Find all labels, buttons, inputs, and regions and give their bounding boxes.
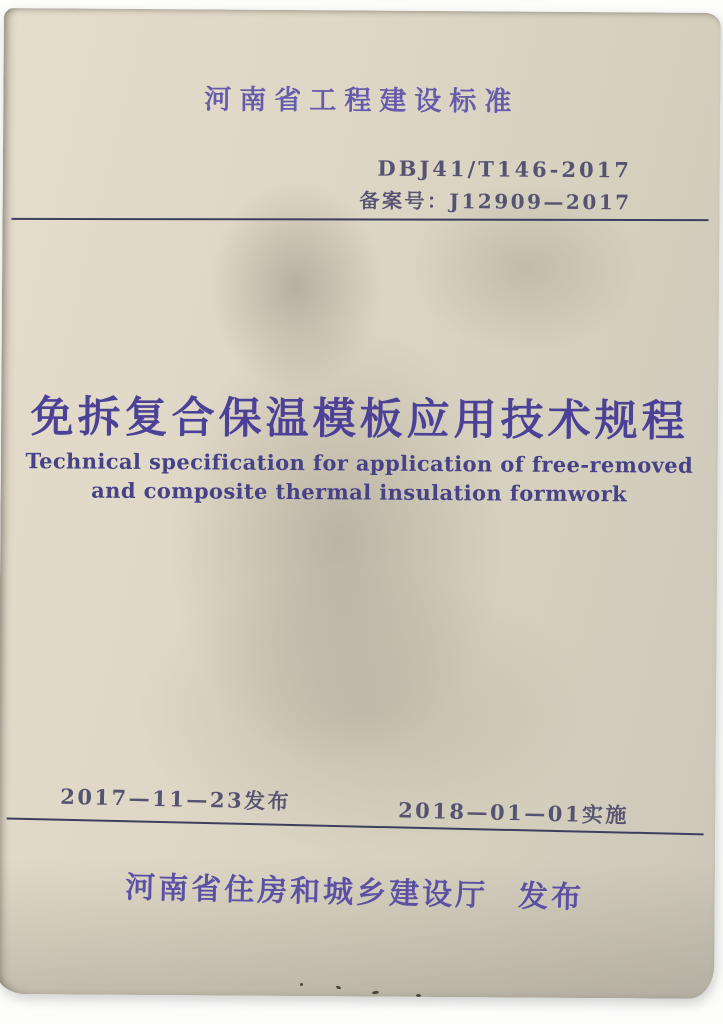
publisher-row bbox=[0, 859, 714, 919]
implement-date: 2018—01—01实施 bbox=[397, 797, 630, 828]
title-english-line2: and composite thermal insulation formwork bbox=[91, 477, 628, 507]
standard-number: DBJ41/T146-2017 bbox=[377, 155, 632, 183]
issue-date: 2017—11—23发布 bbox=[59, 783, 292, 814]
title-chinese: 免拆复合保温模板应用技术规程 bbox=[30, 392, 689, 447]
record-number: 备案号：J12909—2017 bbox=[359, 188, 632, 215]
bottom-edge-speck bbox=[300, 983, 303, 986]
title-english-line1: Technical specification for application of free-removed bbox=[25, 448, 694, 478]
book-cover bbox=[0, 8, 721, 999]
bottom-edge-speck bbox=[416, 994, 421, 997]
publisher-name: 河南省住房和城乡建设厅 bbox=[124, 870, 489, 914]
standard-category-heading: 河南省工程建设标准 bbox=[204, 84, 520, 118]
publish-label: 发布 bbox=[517, 879, 585, 916]
bottom-section bbox=[0, 779, 715, 919]
top-divider-line bbox=[12, 218, 709, 221]
standard-number-block bbox=[359, 155, 632, 215]
